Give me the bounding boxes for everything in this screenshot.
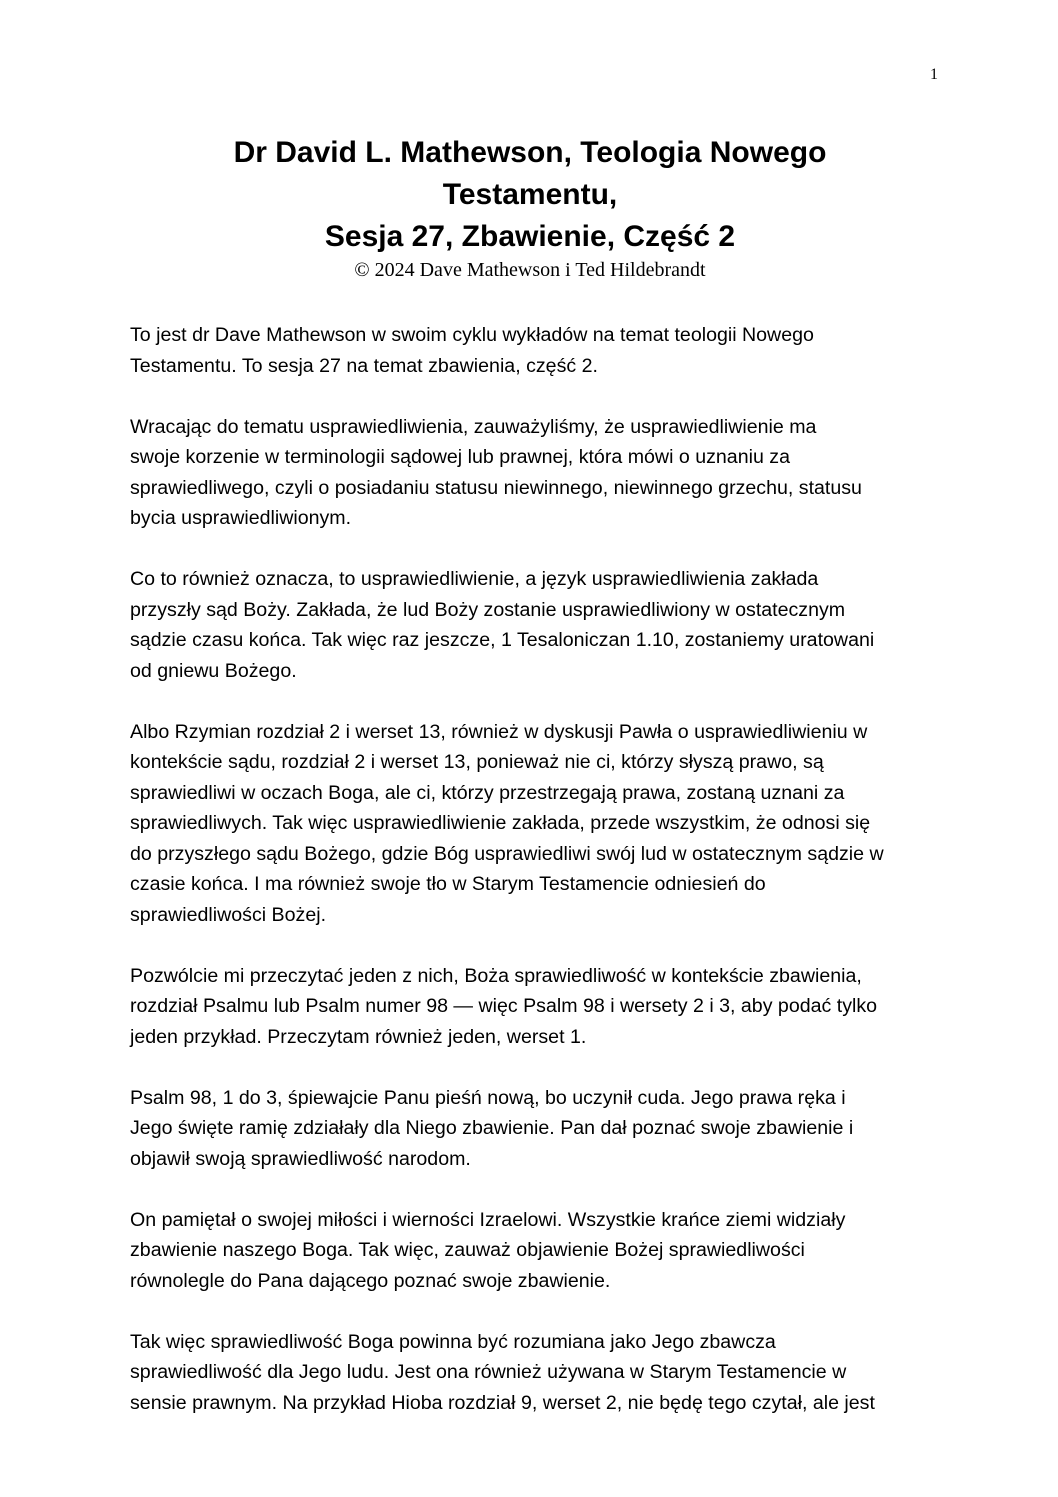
paragraph <box>130 1327 950 1419</box>
text-line: Pozwólcie mi przeczytać jeden z nich, Boża sprawiedliwość w kontekście zbawienia, <box>130 964 862 987</box>
text-line: sprawiedliwość dla Jego ludu. Jest ona również używana w Starym Testamencie w <box>130 1361 847 1383</box>
paragraph <box>130 717 950 931</box>
title-line-1: Dr David L. Mathewson, Teologia Nowego <box>233 136 827 169</box>
paragraph <box>130 564 950 686</box>
copyright-notice: © 2024 Dave Mathewson i Ted Hildebrandt <box>354 259 706 281</box>
document-header <box>130 132 930 282</box>
text-line: jeden przykład. Przeczytam również jeden, werset 1. <box>130 1025 587 1048</box>
text-line: Psalm 98, 1 do 3, śpiewajcie Panu pieśń nową, bo uczynił cuda. Jego prawa ręka i <box>130 1086 846 1109</box>
text-line: czasie końca. I ma również swoje tło w Starym Testamencie odniesień do <box>130 873 766 895</box>
text-line: do przyszłego sądu Bożego, gdzie Bóg usprawiedliwi swój lud w ostatecznym sądzie w <box>130 842 884 865</box>
text-line: On pamiętał o swojej miłości i wierności Izraelowi. Wszystkie krańce ziemi widziały <box>130 1208 846 1231</box>
page-number: 1 <box>930 66 938 83</box>
paragraph <box>130 1083 950 1175</box>
text-line: sprawiedliwych. Tak więc usprawiedliwienie zakłada, przede wszystkim, że odnosi się <box>130 812 871 834</box>
text-line: równolegle do Pana dającego poznać swoje zbawienie. <box>130 1269 611 1292</box>
text-line: kontekście sądu, rozdział 2 i werset 13, ponieważ nie ci, którzy słyszą prawo, są <box>130 751 824 773</box>
paragraph <box>130 961 950 1053</box>
title-line-2: Testamentu, <box>442 178 618 211</box>
text-line: Testamentu. To sesja 27 na temat zbawienia, część 2. <box>130 354 598 377</box>
text-line: Co to również oznacza, to usprawiedliwienie, a język usprawiedliwienia zakłada <box>130 568 819 590</box>
paragraph <box>130 1205 950 1297</box>
document-body <box>130 320 950 1449</box>
text-line: objawił swoją sprawiedliwość narodom. <box>130 1147 471 1170</box>
text-line: sprawiedliwi w oczach Boga, ale ci, którzy przestrzegają prawa, zostaną uznani za <box>130 781 845 804</box>
text-line: sądzie czasu końca. Tak więc raz jeszcze, 1 Tesaloniczan 1.10, zostaniemy uratowani <box>130 629 875 651</box>
text-line: rozdział Psalmu lub Psalm numer 98 — więc Psalm 98 i wersety 2 i 3, aby podać tylko <box>130 995 878 1017</box>
text-line: swoje korzenie w terminologii sądowej lub prawnej, która mówi o uznaniu za <box>130 446 790 468</box>
text-line: Tak więc sprawiedliwość Boga powinna być rozumiana jako Jego zbawcza <box>130 1330 776 1353</box>
text-line: To jest dr Dave Mathewson w swoim cyklu wykładów na temat teologii Nowego <box>130 324 814 346</box>
text-line: sprawiedliwości Bożej. <box>130 903 327 926</box>
text-line: sprawiedliwego, czyli o posiadaniu statusu niewinnego, niewinnego grzechu, statusu <box>130 476 862 499</box>
text-line: Jego święte ramię zdziałały dla Niego zbawienie. Pan dał poznać swoje zbawienie i <box>130 1117 854 1139</box>
paragraph <box>130 412 950 534</box>
text-line: Albo Rzymian rozdział 2 i werset 13, również w dyskusji Pawła o usprawiedliwieniu w <box>130 720 868 743</box>
title-line-3: Sesja 27, Zbawienie, Część 2 <box>324 220 736 253</box>
text-line: bycia usprawiedliwionym. <box>130 507 352 529</box>
paragraph <box>130 320 950 381</box>
text-line: Wracając do tematu usprawiedliwienia, zauważyliśmy, że usprawiedliwienie ma <box>130 415 817 438</box>
text-line: zbawienie naszego Boga. Tak więc, zauważ objawienie Bożej sprawiedliwości <box>130 1239 805 1261</box>
text-line: sensie prawnym. Na przykład Hioba rozdział 9, werset 2, nie będę tego czytał, ale jest <box>130 1391 875 1414</box>
text-line: od gniewu Bożego. <box>130 659 297 682</box>
text-line: przyszły sąd Boży. Zakłada, że lud Boży zostanie usprawiedliwiony w ostatecznym <box>130 598 846 621</box>
